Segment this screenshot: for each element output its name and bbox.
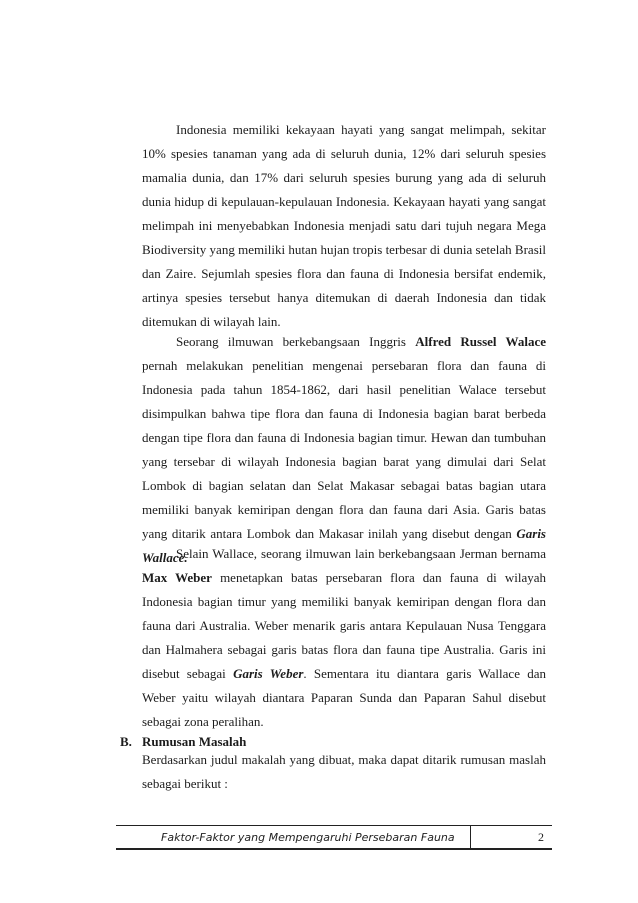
paragraph-text: pernah melakukan penelitian mengenai persebaran flora dan fauna di Indonesia pada tahun 1854-1862, dari hasil penelitian Walace tersebut disimpulkan bahwa tipe flora dan fauna di Indonesia bagian barat berbeda dengan tipe flora dan fauna di Indonesia bagian timur. Hewan dan tumbuhan yang tersebar di wilayah Indonesia bagian barat yang dimulai dari Selat Lombok di bagian selatan dan Selat Makasar sebagai batas bagian utara memiliki banyak kemiripan dengan flora dan fauna dari Asia. Garis batas yang ditarik antara Lombok dan Makasar inilah yang disebut dengan [142, 358, 546, 541]
paragraph-text: Seorang ilmuwan berkebangsaan Inggris [176, 334, 416, 349]
garis-weber-term: Garis Weber [233, 666, 304, 681]
wallace-name: Alfred Russel Walace [415, 334, 546, 349]
section-letter: B. [120, 734, 132, 749]
paragraph-text: . Sementara itu diantara garis Wallace dan Weber yaitu wilayah diantara Paparan Sunda dan Paparan Sahul disebut sebagai zona peralihan. [142, 666, 546, 729]
page-number: 2 [470, 826, 552, 848]
section-title: Rumusan Masalah [142, 734, 247, 749]
paragraph-wallace [142, 330, 546, 570]
page-footer [116, 825, 552, 850]
garis-wallace-term: Garis Wallace. [142, 526, 546, 565]
paragraph-biodiversity: Indonesia memiliki kekayaan hayati yang sangat melimpah, sekitar 10% spesies tanaman yang ada di seluruh dunia, 12% dari seluruh spesies mamalia dunia, dan 17% dari seluruh spesies burung yang ada di seluruh dunia hidup di kepulauan-kepulauan Indonesia. Kekayaan hayati yang sangat melimpah ini menyebabkan Indonesia menjadi satu dari tujuh negara Mega Biodiversity yang memiliki hutan hujan tropis terbesar di dunia setelah Brasil dan Zaire. Sejumlah spesies flora dan fauna di Indonesia bersifat endemik, artinya spesies tersebut hanya ditemukan di daerah Indonesia dan tidak ditemukan di wilayah lain. [142, 122, 546, 329]
paragraph-rumusan: Berdasarkan judul makalah yang dibuat, maka dapat ditarik rumusan maslah sebagai berikut : [142, 752, 546, 791]
paragraph-weber [142, 542, 546, 734]
paragraph-text: menetapkan batas persebaran flora dan fauna di wilayah Indonesia bagian timur yang memiliki banyak kemiripan dengan flora dan fauna dari Australia. Weber menarik garis antara Kepulauan Nusa Tenggara dan Halmahera sebagai garis batas flora dan fauna tipe Australia. Garis ini disebut sebagai [142, 570, 547, 681]
paragraph-text: Selain Wallace, seorang ilmuwan lain berkebangsaan Jerman bernama [176, 546, 546, 561]
weber-name: Max Weber [142, 570, 212, 585]
footer-title: Faktor-Faktor yang Mempengaruhi Persebaran Fauna [161, 830, 455, 844]
